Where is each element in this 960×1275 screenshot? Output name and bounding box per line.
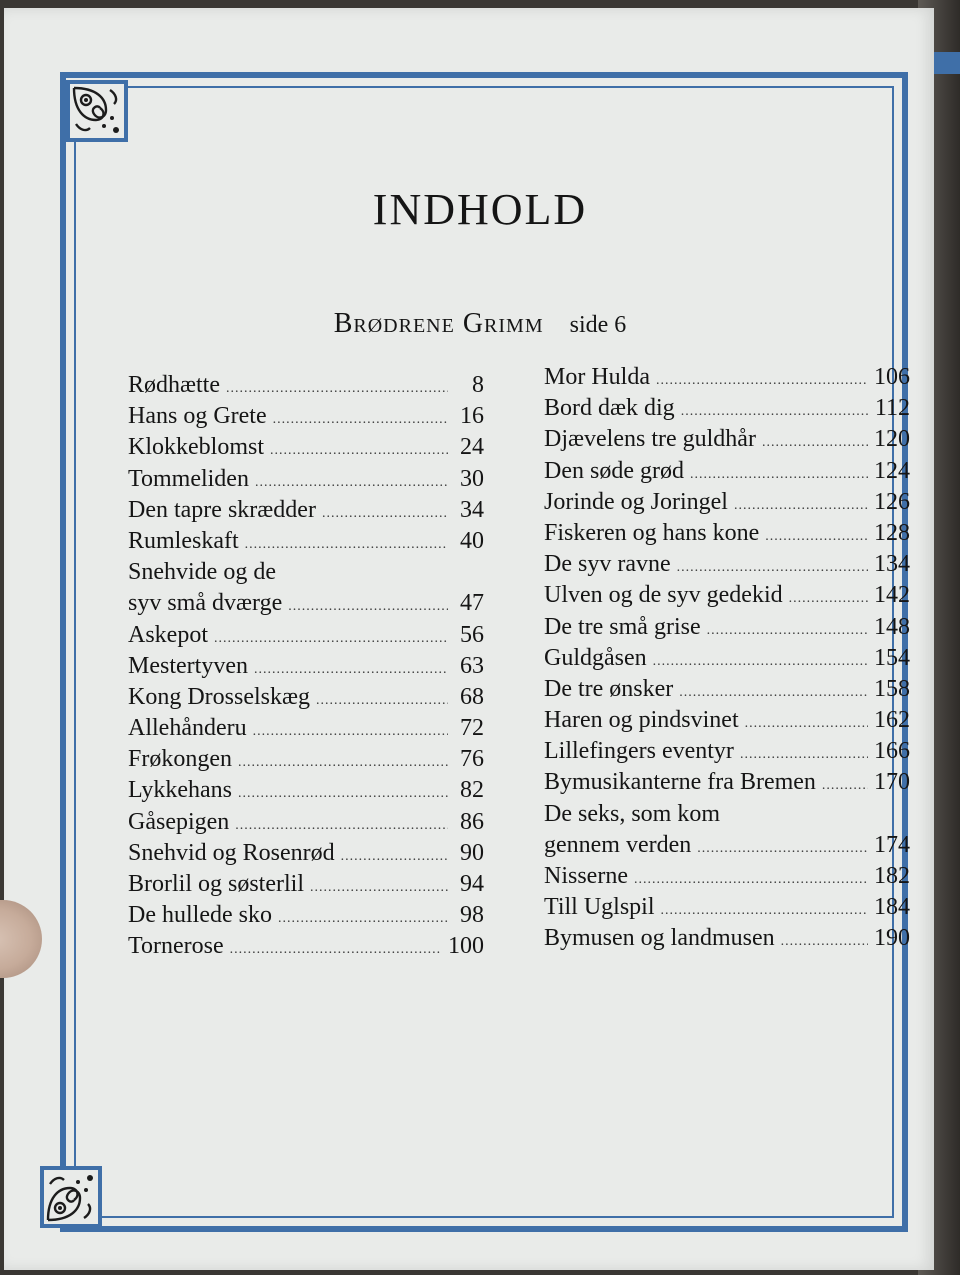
toc-entry-page: 47 — [460, 590, 484, 617]
dot-leader — [278, 903, 448, 934]
toc-entry-page: 90 — [460, 839, 484, 866]
toc-entry — [128, 838, 484, 869]
toc-entry — [544, 643, 910, 674]
dot-leader — [653, 646, 868, 677]
dot-leader — [214, 623, 448, 654]
toc-entry-title: Till Uglspil — [544, 894, 655, 921]
toc-entry-page: 124 — [874, 457, 910, 484]
toc-entry-title: Snehvid og Rosenrød — [128, 839, 335, 866]
toc-entry-title: Jorinde og Joringel — [544, 488, 728, 515]
dot-leader — [341, 841, 448, 872]
toc-entry-page: 166 — [874, 738, 910, 765]
toc-entry-title: Ulven og de syv gedekid — [544, 582, 783, 609]
floral-corner-ornament-icon — [40, 1166, 102, 1228]
dot-leader — [255, 467, 448, 498]
toc-entry — [544, 861, 910, 892]
toc-entry-title: Rumleskaft — [128, 527, 239, 554]
toc-entry-title: Den tapre skrædder — [128, 496, 316, 523]
dot-leader — [734, 490, 868, 521]
dot-leader — [322, 498, 448, 529]
toc-entry — [544, 518, 910, 549]
toc-column-left — [128, 370, 484, 963]
toc-entry — [544, 674, 910, 705]
toc-entry-title: Brorlil og søsterlil — [128, 871, 304, 897]
dot-leader — [765, 521, 868, 552]
toc-entry-page: 134 — [874, 551, 910, 578]
toc-entry-title: Tommeliden — [128, 465, 249, 492]
toc-entry — [128, 557, 484, 588]
toc-entry — [128, 401, 484, 432]
dot-leader — [697, 833, 868, 864]
toc-entry-title: Bymusen og landmusen — [544, 925, 775, 952]
toc-column-right — [544, 362, 910, 955]
toc-entry — [544, 799, 910, 830]
toc-entry-title: Frøkongen — [128, 746, 232, 773]
toc-entry — [128, 869, 484, 900]
toc-entry-title: Rødhætte — [128, 372, 221, 398]
dot-leader — [762, 427, 868, 458]
toc-entry — [128, 526, 484, 557]
toc-entry-page: 16 — [460, 403, 484, 430]
toc-entry — [128, 682, 484, 713]
toc-entry — [128, 620, 484, 651]
dot-leader — [634, 864, 868, 895]
dot-leader — [254, 654, 448, 685]
toc-entry-title: Kong Drosselskæg — [128, 683, 311, 710]
dot-leader — [273, 404, 448, 435]
toc-entry — [544, 705, 910, 736]
dot-leader — [253, 716, 448, 747]
dot-leader — [226, 373, 448, 404]
toc-entry — [128, 744, 484, 775]
toc-entry — [128, 651, 484, 682]
toc-entry-title: De tre ønsker — [544, 675, 674, 702]
dot-leader — [238, 778, 448, 809]
dot-leader — [288, 591, 448, 622]
toc-entry — [544, 549, 910, 580]
toc-entry-page: 158 — [874, 675, 910, 702]
toc-entry-page: 190 — [874, 925, 910, 952]
toc-entry-title: Tornerose — [128, 933, 224, 960]
toc-entry-page: 106 — [874, 364, 910, 390]
toc-entry-page: 148 — [874, 613, 910, 640]
toc-entry-title: Fiskeren og hans kone — [544, 519, 760, 546]
toc-entry — [544, 362, 910, 393]
toc-entry-page: 120 — [874, 426, 910, 453]
toc-entry-page: 94 — [460, 871, 484, 897]
section-heading — [0, 308, 960, 340]
toc-entry — [128, 464, 484, 495]
toc-entry — [544, 424, 910, 455]
toc-entry-title: Hans og Grete — [128, 403, 267, 430]
toc-entry-title: De tre små grise — [544, 613, 701, 640]
dot-leader — [235, 810, 448, 841]
toc-entry-title: Lykkehans — [128, 777, 232, 804]
toc-entry — [128, 775, 484, 806]
toc-entry-title: De syv ravne — [544, 551, 671, 578]
dot-leader — [661, 895, 869, 926]
toc-entry — [544, 393, 910, 424]
toc-entry-page: 98 — [460, 902, 484, 929]
toc-entry-title: Lillefingers eventyr — [544, 738, 734, 765]
toc-entry-page: 8 — [472, 372, 484, 398]
toc-entry — [128, 900, 484, 931]
toc-entry-page: 24 — [460, 434, 484, 461]
toc-entry-page: 174 — [874, 831, 910, 858]
toc-entry-page: 30 — [460, 465, 484, 492]
toc-entry-title: Mor Hulda — [544, 364, 650, 390]
toc-entry — [128, 931, 484, 962]
toc-entry — [128, 495, 484, 526]
toc-entry-page: 86 — [460, 808, 484, 835]
toc-entry — [128, 807, 484, 838]
toc-entry — [128, 713, 484, 744]
floral-corner-ornament-icon — [66, 80, 128, 142]
toc-entry — [544, 767, 910, 798]
toc-entry-page: 184 — [874, 894, 910, 921]
toc-entry — [128, 432, 484, 463]
toc-entry-page: 56 — [460, 621, 484, 648]
toc-entry-title: Bymusikanterne fra Bremen — [544, 769, 816, 796]
dot-leader — [656, 365, 868, 396]
toc-entry-title: De hullede sko — [128, 902, 272, 929]
toc-entry-title: Snehvide og de — [128, 559, 276, 586]
toc-entry-page: 170 — [874, 769, 910, 796]
toc-entry-page: 40 — [460, 527, 484, 554]
toc-entry-title: Haren og pindsvinet — [544, 707, 739, 734]
toc-entry — [128, 588, 484, 619]
dot-leader — [230, 934, 442, 965]
toc-entry — [544, 580, 910, 611]
dot-leader — [745, 708, 868, 739]
dot-leader — [270, 435, 448, 466]
toc-entry-page: 82 — [460, 777, 484, 804]
toc-entry — [544, 923, 910, 954]
toc-entry-title: Klokkeblomst — [128, 434, 264, 461]
toc-entry — [128, 370, 484, 401]
dot-leader — [679, 677, 868, 708]
toc-entry-title: Bord dæk dig — [544, 395, 675, 422]
toc-entry-page: 63 — [460, 652, 484, 679]
toc-entry-title: Djævelens tre guldhår — [544, 426, 756, 453]
toc-entry-page: 72 — [460, 715, 484, 742]
toc-entry-title: syv små dværge — [128, 590, 283, 617]
dot-leader — [707, 615, 868, 646]
section-page-ref: side 6 — [569, 312, 627, 338]
toc-entry-page: 112 — [874, 395, 910, 422]
toc-entry-title: Nisserne — [544, 863, 628, 889]
dot-leader — [681, 396, 869, 427]
toc-entry — [544, 612, 910, 643]
toc-entry — [544, 487, 910, 518]
toc-entry-page: 182 — [874, 863, 910, 889]
dot-leader — [245, 529, 448, 560]
toc-entry-title: gennem verden — [544, 831, 692, 858]
toc-entry-page: 34 — [460, 496, 484, 523]
dot-leader — [690, 459, 868, 490]
toc-entry-title: Allehånderu — [128, 715, 247, 742]
dot-leader — [789, 583, 868, 614]
toc-entry — [544, 736, 910, 767]
toc-entry-page: 76 — [460, 746, 484, 773]
dot-leader — [310, 872, 448, 903]
toc-entry-title: Gåsepigen — [128, 808, 230, 835]
toc-entry-page: 100 — [448, 933, 484, 960]
toc-entry — [544, 456, 910, 487]
toc-entry-page: 154 — [874, 644, 910, 671]
toc-entry-title: Mestertyven — [128, 652, 248, 679]
toc-entry-title: De seks, som kom — [544, 800, 720, 827]
dot-leader — [677, 552, 868, 583]
section-name: Brødrene Grimm — [333, 308, 544, 339]
dot-leader — [740, 739, 868, 770]
toc-entry-title: Askepot — [128, 621, 208, 648]
toc-entry — [544, 892, 910, 923]
dot-leader — [238, 747, 448, 778]
toc-entry-page: 126 — [874, 488, 910, 515]
toc-entry-title: Guldgåsen — [544, 644, 647, 671]
page-title: INDHOLD — [372, 185, 588, 234]
toc-entry-title: Den søde grød — [544, 457, 684, 484]
dot-leader — [781, 926, 868, 957]
dot-leader — [316, 685, 448, 716]
dot-leader — [822, 770, 868, 801]
toc-entry-page: 142 — [874, 582, 910, 609]
toc-entry-page: 128 — [874, 519, 910, 546]
toc-entry-page: 162 — [874, 707, 910, 734]
toc-entry — [544, 830, 910, 861]
toc-entry-page: 68 — [460, 683, 484, 710]
